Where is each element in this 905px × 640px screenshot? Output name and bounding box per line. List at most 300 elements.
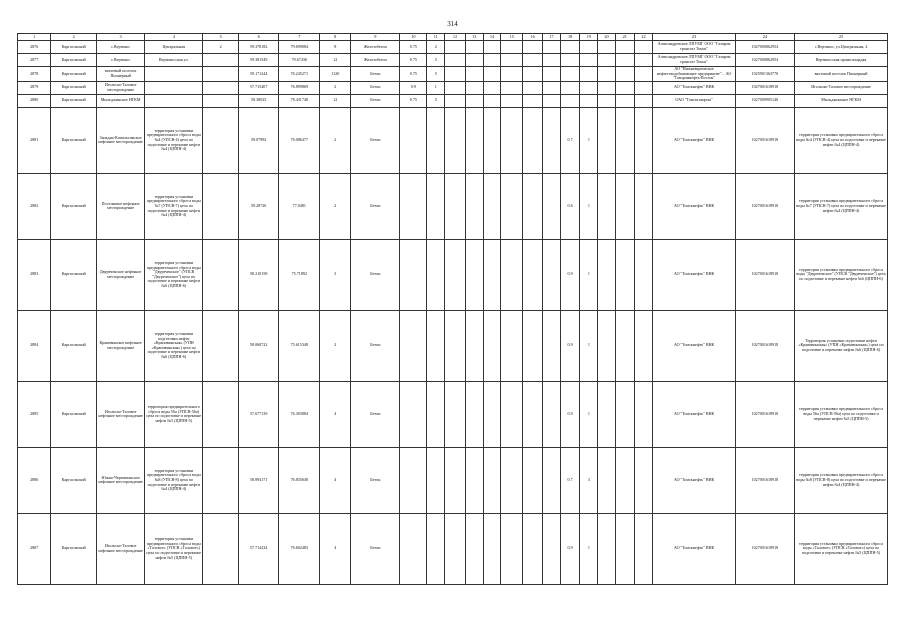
table-cell: 12 (320, 94, 351, 107)
table-cell: 1120 (320, 67, 351, 82)
table-cell: Игольско-Таловое нефтяное месторождение (97, 381, 145, 447)
table-cell: 1 (580, 173, 598, 239)
table-cell (523, 67, 543, 82)
table-cell: 2887 (18, 513, 51, 584)
table-cell: Поселковое нефтяное месторождение (97, 173, 145, 239)
table-cell: ОАО "Томскгазпром" (653, 94, 735, 107)
table-row (18, 67, 888, 82)
table-cell: 2884 (18, 310, 51, 381)
table-cell (400, 239, 427, 310)
table-cell: 4 (320, 513, 351, 584)
table-cell (203, 107, 238, 173)
table-cell (465, 54, 483, 67)
table-cell (598, 239, 616, 310)
table-cell (483, 81, 501, 94)
table-cell: 1 (580, 310, 598, 381)
table-cell (543, 107, 561, 173)
table-cell (483, 239, 501, 310)
table-cell: территория установки предварительного сброса воды 56а (УПСВ-56а) цеха по подготовке и перекачке нефти №5 (ЦППН-5) (795, 381, 888, 447)
table-cell (483, 381, 501, 447)
column-header: 19 (580, 34, 598, 41)
table-cell (634, 41, 653, 54)
table-cell (501, 94, 523, 107)
table-cell: Каргасокский (51, 107, 97, 173)
table-cell (598, 447, 616, 513)
table-cell: вахтовый поселок Пионерный (795, 67, 888, 82)
table-cell: 59.07992 (238, 107, 279, 173)
table-row (18, 41, 888, 54)
table-cell (523, 381, 543, 447)
table-cell (501, 67, 523, 82)
table-cell (598, 513, 616, 584)
table-cell: 2885 (18, 381, 51, 447)
table-cell: 5 (427, 94, 445, 107)
table-cell (445, 447, 466, 513)
table-cell (445, 94, 466, 107)
table-cell: Вертикосская ул. (145, 54, 203, 67)
table-cell (615, 381, 634, 447)
table-cell: Каргасокский (51, 41, 97, 54)
table-row (18, 173, 888, 239)
table-cell (523, 107, 543, 173)
table-cell (543, 94, 561, 107)
table-cell: территория установки предварительного сброса воды №4 (УПСВ-4) цеха по подготовке и перекачке нефти №4 (ЦППН-4) (145, 107, 203, 173)
table-cell (427, 173, 445, 239)
table-cell (580, 41, 598, 54)
table-cell (615, 67, 634, 82)
table-cell: 75.615348 (279, 310, 320, 381)
table-cell: АО "Нижневартовское нефтегазодобывающее предприятие"... АО "Газпромнефть-Восток" (653, 67, 735, 82)
table-cell: 2 (320, 173, 351, 239)
column-header: 22 (634, 34, 653, 41)
table-cell: 58.894171 (238, 447, 279, 513)
waste-sites-table (17, 33, 888, 585)
table-cell (543, 447, 561, 513)
table-cell (560, 67, 580, 82)
table-cell (203, 310, 238, 381)
table-cell (634, 54, 653, 67)
table-cell (580, 67, 598, 82)
table-cell (445, 67, 466, 82)
table-cell (427, 447, 445, 513)
column-header: 1 (18, 34, 51, 41)
table-cell: 1027001618918 (735, 513, 794, 584)
table-cell: Бетон (351, 310, 400, 381)
column-header: 15 (501, 34, 523, 41)
table-cell (427, 239, 445, 310)
table-cell (483, 447, 501, 513)
table-cell (615, 94, 634, 107)
table-cell: 1027000862954 (735, 54, 794, 67)
table-cell: 1025901363770 (735, 67, 794, 82)
column-header: 14 (483, 34, 501, 41)
column-header: 8 (320, 34, 351, 41)
table-cell: Игольско-Таловое месторождение (97, 81, 145, 94)
table-cell (501, 239, 523, 310)
table-cell (543, 513, 561, 584)
table-cell: 0.7 (560, 107, 580, 173)
table-cell: 59.171244 (238, 67, 279, 82)
table-cell: 1027001618918 (735, 81, 794, 94)
column-header: 5 (203, 34, 238, 41)
table-cell: АО "Томскнефть" ВНК (653, 381, 735, 447)
table-cell (523, 94, 543, 107)
table-cell (465, 173, 483, 239)
table-cell (615, 54, 634, 67)
table-cell (427, 107, 445, 173)
table-row (18, 381, 888, 447)
table-cell: 57.715407 (238, 81, 279, 94)
table-cell (634, 447, 653, 513)
table-cell: территория установки подготовки нефти «Крапивинская» (УПН «Крапивинская») цеха по подготовке и перекачке нефти №6 (ЦППН-6) (145, 310, 203, 381)
table-cell: Двуреченское нефтяное месторождение (97, 239, 145, 310)
table-cell: 1027001618918 (735, 310, 794, 381)
table-cell (400, 173, 427, 239)
table-cell (560, 94, 580, 107)
table-cell (465, 381, 483, 447)
table-cell: 2880 (18, 94, 51, 107)
column-header: 17 (543, 34, 561, 41)
table-cell: 2 (203, 41, 238, 54)
column-header: 20 (598, 34, 616, 41)
table-cell: 58.210158 (238, 239, 279, 310)
table-cell (203, 513, 238, 584)
table-cell (634, 107, 653, 173)
table-cell: 79.699084 (279, 41, 320, 54)
table-cell: Южно-Черемшанское нефтяное месторождение (97, 447, 145, 513)
table-cell (427, 381, 445, 447)
table-cell (598, 81, 616, 94)
table-cell: Каргасокский (51, 513, 97, 584)
table-cell (483, 513, 501, 584)
table-cell (598, 67, 616, 82)
table-cell (615, 81, 634, 94)
table-cell: Мыльджинское НГКМ (97, 94, 145, 107)
table-cell (580, 81, 598, 94)
column-header: 10 (400, 34, 427, 41)
table-cell: 2881 (18, 107, 51, 173)
table-cell (445, 81, 466, 94)
table-cell (501, 173, 523, 239)
table-cell (145, 94, 203, 107)
table-row (18, 107, 888, 173)
table-cell: АО "Томскнефть" ВНК (653, 173, 735, 239)
table-cell: территория установки предварительного сброса воды №4 (УПСВ-4) цеха по подготовке и перекачке нефти №4 (ЦППН-4) (795, 107, 888, 173)
table-cell: Центральная (145, 41, 203, 54)
table-cell (543, 381, 561, 447)
table-cell: Каргасокский (51, 447, 97, 513)
table-cell (400, 310, 427, 381)
table-cell: 2 (427, 41, 445, 54)
column-header: 2 (51, 34, 97, 41)
table-cell: 0.75 (400, 94, 427, 107)
table-cell: Александровское ЛПУМГ ООО "Газпром трансгаз Томск" (653, 54, 735, 67)
table-cell: 1027001618918 (735, 107, 794, 173)
table-cell: 58.38025 (238, 94, 279, 107)
table-cell (465, 310, 483, 381)
column-header: 12 (445, 34, 466, 41)
table-cell: Бетон (351, 239, 400, 310)
table-cell: 76.899869 (279, 81, 320, 94)
table-cell: 78.431748 (279, 94, 320, 107)
table-cell (465, 94, 483, 107)
table-cell (483, 54, 501, 67)
table-cell (400, 513, 427, 584)
table-cell: Каргасокский (51, 67, 97, 82)
column-header: 9 (351, 34, 400, 41)
table-cell: территория установки предварительного сброса воды «Таловое» (УПСВ «Таловое») цеха по подготовке и перекачке нефти №5 (ЦППН-5) (795, 513, 888, 584)
table-cell (501, 81, 523, 94)
table-cell: 4 (320, 447, 351, 513)
column-header: 16 (523, 34, 543, 41)
table-cell (445, 107, 466, 173)
table-cell: Игольско-Таловое месторождение (795, 81, 888, 94)
table-cell: Железобетон (351, 54, 400, 67)
page-number: 314 (447, 20, 458, 28)
table-cell: 2886 (18, 447, 51, 513)
table-cell: Александровское ЛПУМГ ООО "Газпром трансгаз Томск" (653, 41, 735, 54)
table-cell (560, 41, 580, 54)
table-cell: 76.086477 (279, 107, 320, 173)
table-cell: Каргасокский (51, 94, 97, 107)
table-cell: 76.602483 (279, 513, 320, 584)
table-cell (634, 239, 653, 310)
table-cell: 3 (427, 54, 445, 67)
table-cell (203, 447, 238, 513)
table-cell (634, 81, 653, 94)
column-header: 23 (653, 34, 735, 41)
table-cell: АО "Томскнефть" ВНК (653, 447, 735, 513)
table-cell (634, 173, 653, 239)
table-cell (560, 54, 580, 67)
table-cell: 2 (320, 107, 351, 173)
table-cell (543, 81, 561, 94)
table-cell (598, 310, 616, 381)
table-cell (483, 67, 501, 82)
table-cell (483, 41, 501, 54)
table-cell (523, 513, 543, 584)
table-cell: 76.303884 (279, 381, 320, 447)
table-cell (445, 239, 466, 310)
table-cell: 0.7 (560, 447, 580, 513)
table-cell (615, 173, 634, 239)
table-cell (598, 41, 616, 54)
table-cell (523, 54, 543, 67)
table-cell (560, 81, 580, 94)
table-cell: Бетон (351, 381, 400, 447)
column-header: 6 (238, 34, 279, 41)
table-cell: Бетон (351, 513, 400, 584)
table-cell: 76.245271 (279, 67, 320, 82)
table-cell (465, 81, 483, 94)
table-cell (615, 107, 634, 173)
table-cell (580, 94, 598, 107)
table-cell: 79.67436 (279, 54, 320, 67)
table-cell: 2883 (18, 239, 51, 310)
table-cell: АО "Томскнефть" ВНК (653, 310, 735, 381)
table-cell: вахтовый поселок Пионерный (97, 67, 145, 82)
table-cell: 8 (320, 41, 351, 54)
table-cell (598, 173, 616, 239)
table-cell: территория установки предварительного сброса воды №8 (УПСВ-8) цеха по подготовке и перекачке нефти №4 (ЦППН-4) (795, 447, 888, 513)
table-cell: Каргасокский (51, 310, 97, 381)
table-cell: территория установки предварительного сброса воды "Двуреченское" (УПСВ "Двуреченское") цеха по подготовке и перекачке нефти №6 (ЦППН-6) (795, 239, 888, 310)
table-cell: 1027000905140 (735, 94, 794, 107)
table-cell: Крапивинское нефтяное месторождение (97, 310, 145, 381)
table-cell: с.Вертикос (97, 41, 145, 54)
table-row (18, 447, 888, 513)
table-cell: 0.75 (400, 41, 427, 54)
table-cell (501, 310, 523, 381)
table-cell (543, 173, 561, 239)
table-cell (523, 239, 543, 310)
table-cell (400, 381, 427, 447)
table-cell (203, 173, 238, 239)
table-cell (203, 94, 238, 107)
table-cell: Каргасокский (51, 81, 97, 94)
table-cell: 2 (320, 310, 351, 381)
table-cell: 0.9 (560, 239, 580, 310)
table-cell (523, 81, 543, 94)
table-cell: 1027001618918 (735, 239, 794, 310)
table-cell: 57.677139 (238, 381, 279, 447)
table-cell: 2876 (18, 41, 51, 54)
table-cell: Каргасокский (51, 239, 97, 310)
table-cell (598, 107, 616, 173)
table-cell (465, 239, 483, 310)
table-cell: АО "Томскнефть" ВНК (653, 107, 735, 173)
column-header: 18 (560, 34, 580, 41)
table-cell: 5 (427, 67, 445, 82)
table-cell (465, 513, 483, 584)
table-cell (615, 41, 634, 54)
table-cell (145, 67, 203, 82)
table-cell (483, 310, 501, 381)
table-cell (445, 310, 466, 381)
table-cell: 1027000862954 (735, 41, 794, 54)
table-header-row (18, 34, 888, 41)
table-cell: 77.0481 (279, 173, 320, 239)
table-cell (615, 310, 634, 381)
table-cell: 1 (580, 107, 598, 173)
table-row (18, 310, 888, 381)
table-cell (427, 310, 445, 381)
table-row (18, 54, 888, 67)
table-cell (427, 513, 445, 584)
table-cell (615, 513, 634, 584)
table-cell: Бетон (351, 67, 400, 82)
column-header: 21 (615, 34, 634, 41)
table-cell: 75.71892 (279, 239, 320, 310)
table-cell: 0.9 (400, 81, 427, 94)
table-cell: Каргасокский (51, 381, 97, 447)
table-row (18, 81, 888, 94)
table-cell: с.Вертикос, ул.Центральная, 2 (795, 41, 888, 54)
table-cell: с.Вертикос (97, 54, 145, 67)
column-header: 3 (97, 34, 145, 41)
table-cell (445, 54, 466, 67)
table-cell: Мыльджинское НГКМ (795, 94, 888, 107)
table-cell: 2877 (18, 54, 51, 67)
table-cell: 1027001618918 (735, 381, 794, 447)
column-header: 7 (279, 34, 320, 41)
table-cell (543, 310, 561, 381)
table-cell (634, 94, 653, 107)
table-cell (501, 513, 523, 584)
table-cell: Железобетон (351, 41, 400, 54)
table-cell: АО "Томскнефть" ВНК (653, 239, 735, 310)
table-cell: территория установки предварительного сброса воды №8 (УПСВ-8) цеха по подготовке и перекачке нефти №4 (ЦППН-4) (145, 447, 203, 513)
table-cell: Бетон (351, 107, 400, 173)
table-cell (400, 107, 427, 173)
table-cell: 58.060722 (238, 310, 279, 381)
table-cell (483, 107, 501, 173)
table-cell (465, 41, 483, 54)
table-cell (543, 67, 561, 82)
table-cell: территория установки предварительного сброса воды «Таловое» (УПСВ «Таловое») цеха по подготовке и перекачке нефти №5 (ЦППН-5) (145, 513, 203, 584)
table-cell: Бетон (351, 81, 400, 94)
table-cell (465, 107, 483, 173)
table-cell (523, 310, 543, 381)
table-cell (634, 310, 653, 381)
table-cell: территория установки предварительного сброса воды "Двуреченское" (УПСВ "Двуреченское") цеха по подготовке и перекачке нефти №6 (ЦППН-6) (145, 239, 203, 310)
table-cell: территория предварительного сброса воды 56а (УПСВ-56а) цеха по подготовке и перекачке нефти №5 (ЦППН-5) (145, 381, 203, 447)
table-cell (615, 447, 634, 513)
table-cell: Западно-Катыльгинское нефтяное месторождение (97, 107, 145, 173)
table-row (18, 513, 888, 584)
table-cell (598, 54, 616, 67)
table-cell (203, 381, 238, 447)
table-cell (598, 94, 616, 107)
table-cell: 0.9 (560, 381, 580, 447)
table-cell: 59.381549 (238, 54, 279, 67)
table-row (18, 94, 888, 107)
table-cell: Территория установки подготовки нефти «Крапивинская» (УПН «Крапивинская») цеха по подготовке и перекачке нефти №6 (ЦППН-6) (795, 310, 888, 381)
column-header: 24 (735, 34, 794, 41)
table-cell (445, 381, 466, 447)
table-cell (543, 41, 561, 54)
table-cell (634, 513, 653, 584)
table-cell (203, 67, 238, 82)
table-row (18, 239, 888, 310)
table-cell: 2879 (18, 81, 51, 94)
table-cell (501, 381, 523, 447)
table-cell: 2878 (18, 67, 51, 82)
table-cell: 1 (580, 381, 598, 447)
table-cell (523, 447, 543, 513)
table-cell: Игольско-Таловое нефтяное месторождение (97, 513, 145, 584)
table-cell: Бетон (351, 173, 400, 239)
table-cell: 1 (580, 239, 598, 310)
table-cell: 0.6 (560, 173, 580, 239)
table-cell: Каргасокский (51, 173, 97, 239)
table-cell: территория установки предварительного сброса воды №7 (УПСВ-7) цеха по подготовке и перекачке нефти №4 (ЦППН-4) (795, 173, 888, 239)
table-cell: 3 (320, 239, 351, 310)
table-cell (598, 381, 616, 447)
table-cell (501, 447, 523, 513)
table-cell: 57.714234 (238, 513, 279, 584)
table-cell: АО "Томскнефть" ВНК (653, 81, 735, 94)
table-cell: 59.28726 (238, 173, 279, 239)
table-cell (634, 67, 653, 82)
table-cell: 0.9 (560, 513, 580, 584)
table-cell: 12 (320, 54, 351, 67)
table-cell: Вертикосская промплощадка (795, 54, 888, 67)
table-cell (445, 41, 466, 54)
table-cell (501, 107, 523, 173)
table-cell: территория установки предварительного сброса воды №7 (УПСВ-7) цеха по подготовке и перекачке нефти №4 (ЦППН-4) (145, 173, 203, 239)
table-cell (483, 173, 501, 239)
